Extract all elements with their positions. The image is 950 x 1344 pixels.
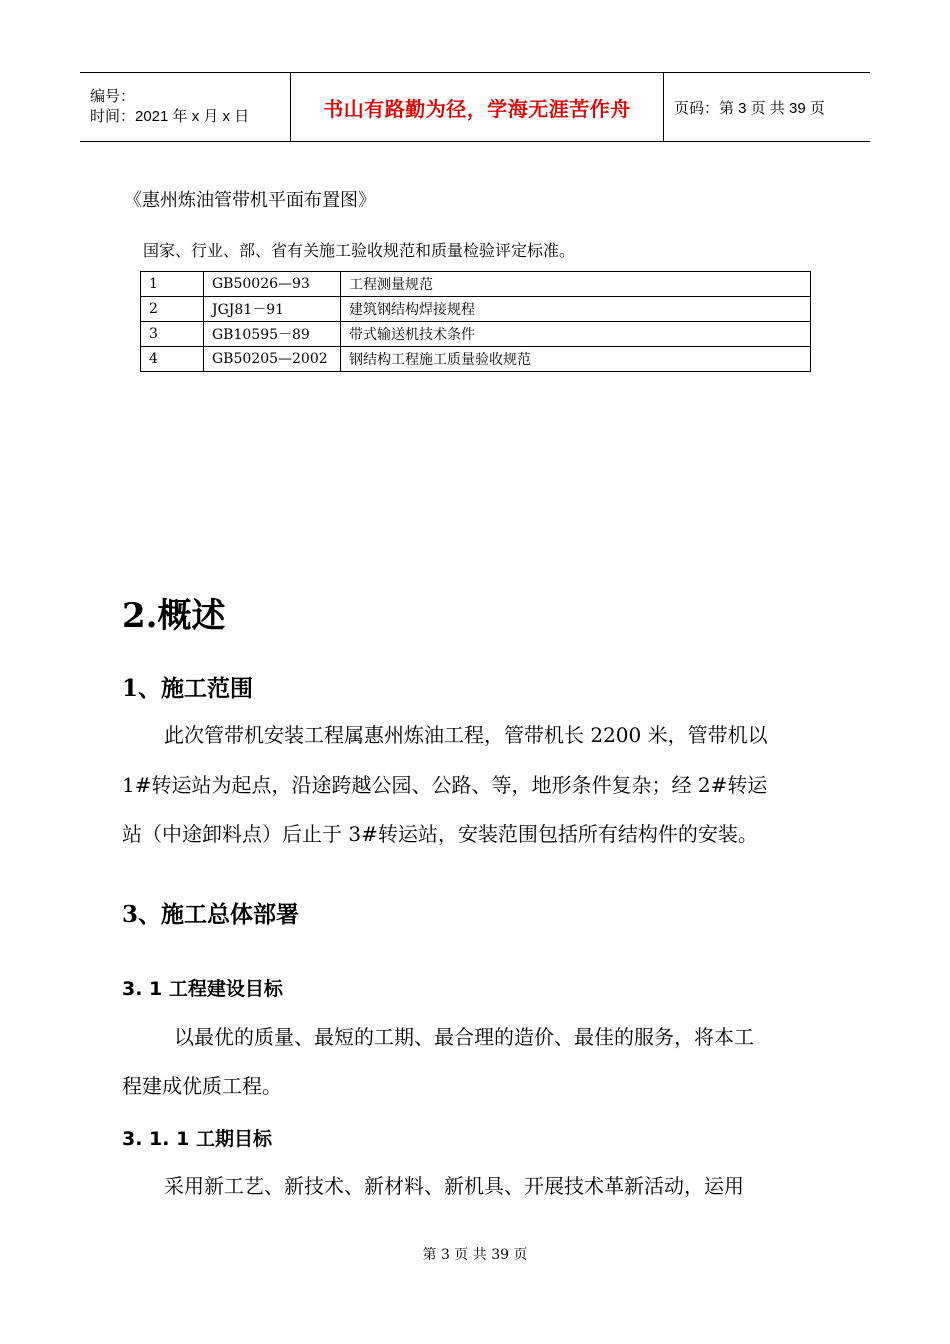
standard-no: 4 — [141, 347, 204, 372]
standard-code: GB50026—93 — [204, 272, 341, 297]
page-header — [80, 72, 870, 142]
scope-line-1: 此次管带机安装工程属惠州炼油工程，管带机长 2200 米，管带机以 — [164, 723, 768, 747]
motto: 书山有路勤为径，学海无涯苦作舟 — [323, 96, 631, 121]
drawing-title: 《惠州炼油管带机平面布置图》 — [124, 190, 376, 211]
deploy-heading: 3、施工总体部署 — [122, 901, 300, 928]
goal-line-2: 程建成优质工程。 — [122, 1074, 282, 1098]
schedule-line-1: 采用新工艺、新技术、新材料、新机具、开展技术革新活动，运用 — [164, 1174, 744, 1198]
header-motto-cell — [290, 73, 664, 141]
standard-name: 带式输送机技术条件 — [341, 322, 811, 347]
page-footer: 第 3 页 共 39 页 — [422, 1247, 528, 1263]
header-page-info — [664, 73, 870, 141]
standard-name: 钢结构工程施工质量验收规范 — [341, 347, 811, 372]
goal-heading: 3. 1 工程建设目标 — [122, 978, 283, 1000]
table-row — [141, 297, 811, 322]
goal-line-1: 以最优的质量、最短的工期、最合理的造价、最佳的服务，将本工 — [174, 1025, 754, 1049]
table-row — [141, 322, 811, 347]
standard-name: 建筑钢结构焊接规程 — [341, 297, 811, 322]
standard-no: 1 — [141, 272, 204, 297]
standard-code: GB10595－89 — [204, 322, 341, 347]
table-row — [141, 272, 811, 297]
time-label: 时间：2021 年 x 月 x 日 — [90, 108, 250, 125]
number-label: 编号： — [90, 88, 136, 105]
standard-code: GB50205—2002 — [204, 347, 341, 372]
schedule-heading: 3. 1. 1 工期目标 — [122, 1128, 272, 1150]
header-meta — [80, 73, 290, 141]
scope-line-2: 1#转运站为起点，沿途跨越公园、公路、等，地形条件复杂；经 2#转运 — [122, 773, 768, 797]
standard-no: 3 — [141, 322, 204, 347]
standard-no: 2 — [141, 297, 204, 322]
scope-heading: 1、施工范围 — [122, 675, 254, 702]
standards-intro: 国家、行业、部、省有关施工验收规范和质量检验评定标准。 — [143, 241, 576, 260]
table-row — [141, 347, 811, 372]
page-info: 页码：第 3 页 共 39 页 — [674, 99, 825, 117]
standards-table — [140, 271, 811, 372]
standard-name: 工程测量规范 — [341, 272, 811, 297]
section-2-heading: 2.概述 — [122, 596, 226, 636]
standard-code: JGJ81－91 — [204, 297, 341, 322]
scope-line-3: 站（中途卸料点）后止于 3#转运站，安装范围包括所有结构件的安装。 — [122, 822, 758, 846]
